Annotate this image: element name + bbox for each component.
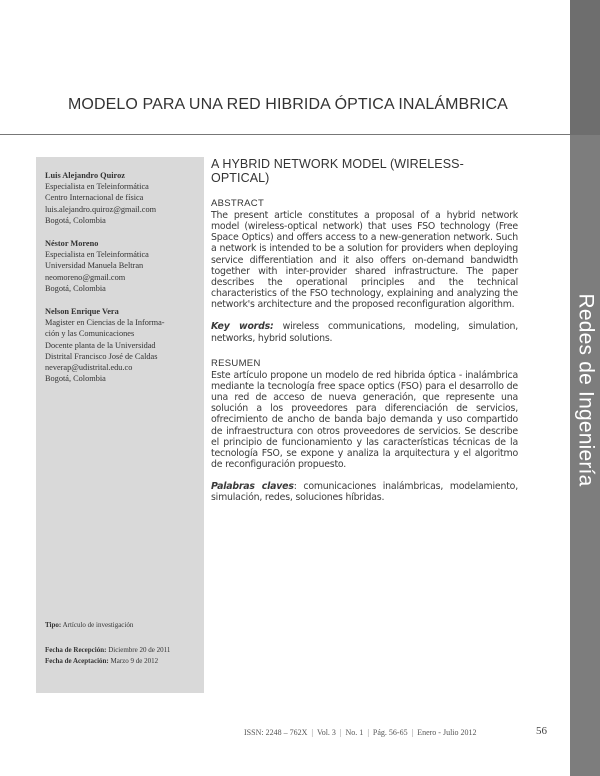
abstract-text: The present article constitutes a proposal of a hybrid network model (wireless-optical network) that uses FSO technology (Free Space Optics) and offers access to a new-generation network. Such a network is intended to be a solution for providers when deploying service differentiation and it also offers on-demand bandwidth together with inter-provider shared infrastructure. The paper describes the operational principles and the technical characteristics of the FSO technology, explaining and analyzing the network's architecture and the proposed reconfiguration algorithm.	[211, 210, 518, 311]
article-type-value: Artículo de investigación	[62, 621, 134, 629]
author-detail: Docente planta de la Universidad	[45, 340, 156, 350]
footer-number: No. 1	[345, 728, 364, 737]
footer-issn: ISSN: 2248 – 762X	[244, 728, 308, 737]
author-name: Luis Alejandro Quiroz	[45, 171, 125, 180]
accepted-date-label: Fecha de Aceptación:	[45, 657, 109, 665]
accepted-date-value: Marzo 9 de 2012	[110, 657, 159, 665]
footer-period: Enero - Julio 2012	[417, 728, 477, 737]
author-detail: Centro Internacional de física	[45, 193, 144, 203]
author-detail: Bogotá, Colombia	[45, 283, 106, 293]
author-name: Nelson Enrique Vera	[45, 307, 119, 317]
resumen-heading: RESUMEN	[211, 357, 261, 369]
author-email: neomoreno@gmail.com	[45, 272, 126, 282]
author-block	[45, 170, 198, 226]
author-list	[45, 170, 198, 396]
accepted-date	[45, 657, 200, 665]
journal-footer: ISSN: 2248 – 762X | Vol. 3 | No. 1 | Pág. 56-65 | Enero - Julio 2012	[244, 728, 477, 737]
abstract-heading: ABSTRACT	[211, 198, 265, 209]
author-email: luis.alejandro.quiroz@gmail.com	[45, 204, 157, 214]
keywords-label: Key words:	[211, 321, 274, 333]
journal-section-title: Redes de Ingeniería	[574, 293, 597, 487]
author-detail: Distrital Francisco José de Caldas	[45, 351, 158, 361]
author-name: Néstor Moreno	[45, 239, 99, 249]
footer-volume: Vol. 3	[316, 728, 336, 737]
received-date-value: Diciembre 20 de 2011	[108, 646, 171, 654]
page-number: 56	[536, 725, 547, 737]
article-content	[211, 157, 518, 503]
article-title-es: MODELO PARA UNA RED HIBRIDA ÓPTICA INALÁMBRICA	[68, 96, 508, 113]
author-block	[45, 238, 198, 294]
received-date-label: Fecha de Recepción:	[45, 646, 107, 654]
author-detail: ción y las Comunicaciones	[45, 329, 135, 339]
header-rule	[0, 134, 570, 135]
resumen-text: Este artículo propone un modelo de red hibrida óptica - inalámbrica mediante la tecnología free space optics (FSO) para el desarrollo de una red de acceso de nueva generación, que represente una solución a los proveedores para diferenciación de servicios, ofrecimiento de ancho de banda bajo demanda y uso compartido de infraestructura con otros proveedores de servicios. Se describe el principio de funcionamiento y las características técnicas de la tecnología FSO, se expone y analiza la arquitectura y el algoritmo de reconfiguración propuesto.	[211, 369, 518, 470]
keywords-value: wireless communications, modeling, simulation, networks, hybrid solutions.	[211, 321, 519, 344]
article-type-label: Tipo:	[45, 621, 62, 629]
article-title-en: A HYBRID NETWORK MODEL (WIRELESS-OPTICAL)	[211, 157, 464, 185]
author-email: neverap@udistrital.edu.co	[45, 363, 133, 373]
palabras-claves-value: : comunicaciones inalámbricas, modelamiento, simulación, redes, soluciones híbridas.	[211, 481, 518, 504]
author-detail: Universidad Manuela Beltran	[45, 261, 144, 271]
author-detail: Bogotá, Colombia	[45, 215, 106, 225]
footer-pages: Pág. 56-65	[372, 728, 408, 737]
palabras-claves-label: Palabras claves	[211, 481, 294, 493]
resumen-keywords	[211, 481, 518, 503]
author-detail: Especialista en Teleinformática	[45, 250, 149, 260]
article-type	[45, 621, 200, 629]
author-detail: Especialista en Teleinformática	[45, 182, 149, 192]
author-detail: Magister en Ciencias de la Informa-	[45, 318, 165, 328]
author-block	[45, 306, 198, 384]
abstract-keywords	[211, 321, 518, 343]
author-detail: Bogotá, Colombia	[45, 374, 106, 384]
received-date	[45, 646, 200, 654]
